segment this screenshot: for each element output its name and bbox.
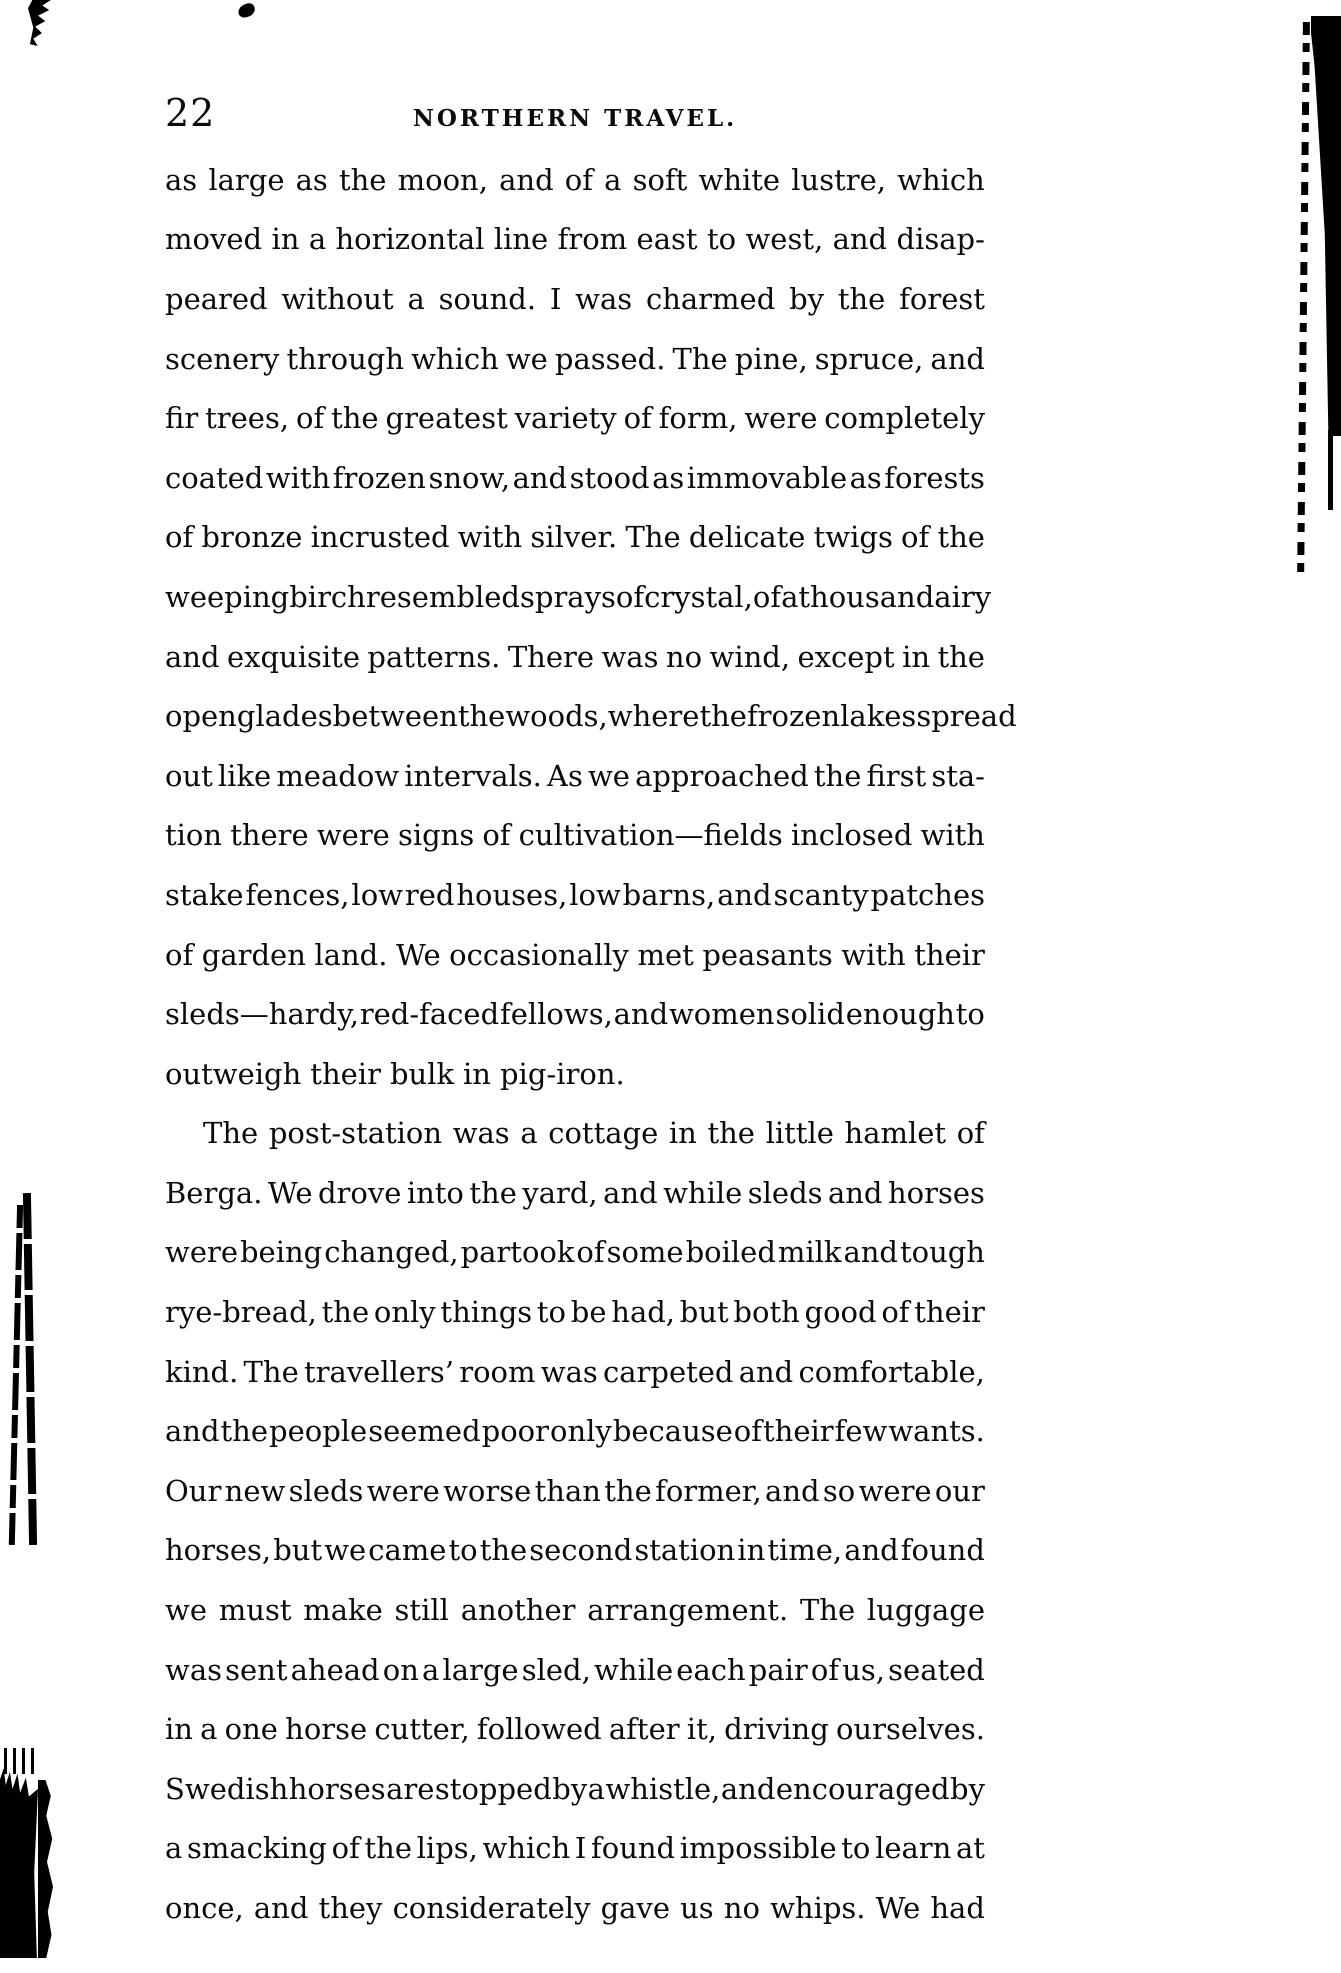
text-line: outweigh their bulk in pig-iron.: [165, 1056, 625, 1091]
text-line: and exquisite patterns. There was no wind, except in the: [165, 639, 985, 674]
running-header: NORTHERN TRAVEL.: [412, 105, 738, 132]
text-line: horses, but we came to the second station in time, and found: [165, 1533, 985, 1568]
scan-artifact-right-band: [1311, 16, 1341, 436]
text-line: of garden land. We occasionally met peasants with their: [165, 937, 985, 972]
text-line: moved in a horizontal line from east to west, and disap-: [165, 222, 985, 257]
page-number: 22: [165, 91, 216, 135]
text-line: Swedish horses are stopped by a whistle, and encouraged by: [165, 1771, 985, 1806]
text-line: peared without a sound. I was charmed by the forest: [165, 281, 985, 316]
text-line: coated with frozen snow, and stood as immovable as forests: [165, 460, 985, 495]
scan-artifact-top-blob: [236, 2, 256, 20]
text-line: kind. The travellers’ room was carpeted and comfortable,: [165, 1354, 985, 1389]
page-body: [165, 150, 1017, 1938]
text-line: fir trees, of the greatest variety of form, were completely: [165, 401, 985, 436]
text-line: of bronze incrusted with silver. The delicate twigs of the: [165, 520, 985, 555]
text-line: rye-bread, the only things to be had, but both good of their: [165, 1295, 985, 1330]
text-line: in a one horse cutter, followed after it, driving ourselves.: [165, 1712, 985, 1747]
scan-artifact-bottom-spikes: [4, 1748, 40, 1774]
text-line: and the people seemed poor only because of their few wants.: [165, 1414, 985, 1449]
text-line: Our new sleds were worse than the former, and so were our: [165, 1473, 985, 1508]
scan-artifact-left-line-a: [9, 1200, 23, 1545]
text-line: sleds—hardy, red-faced fellows, and women solid enough to: [165, 997, 985, 1032]
text-line: we must make still another arrangement. The luggage: [165, 1593, 985, 1628]
text-line: as large as the moon, and of a soft white lustre, which: [165, 162, 985, 197]
text-line: stake fences, low red houses, low barns, and scanty patches: [165, 877, 985, 912]
text-line: a smacking of the lips, which I found impossible to learn at: [165, 1831, 985, 1866]
text-line: was sent ahead on a large sled, while each pair of us, seated: [165, 1652, 985, 1687]
scan-artifact-bottom-main: [0, 1768, 38, 1958]
text-line: once, and they considerately gave us no whips. We had: [165, 1891, 985, 1926]
text-line: scenery through which we passed. The pine, spruce, and: [165, 341, 985, 376]
text-line: out like meadow intervals. As we approached the first sta-: [165, 758, 985, 793]
scan-artifact-top-left: [28, 0, 52, 46]
scan-artifact-left-line-b: [23, 1193, 37, 1545]
text-line: were being changed, partook of some boiled milk and tough: [165, 1235, 985, 1270]
text-line: open glades between the woods, where the frozen lakes spread: [165, 699, 1017, 734]
text-line: Berga. We drove into the yard, and while sleds and horses: [165, 1175, 985, 1210]
text-line: tion there were signs of cultivation—fields inclosed with: [165, 818, 985, 853]
text-line: The post-station was a cottage in the little hamlet of: [203, 1116, 985, 1151]
scan-artifact-right-tail: [1328, 430, 1333, 510]
scan-artifact-bottom-streak: [38, 1780, 53, 1958]
text-line: weeping birch resembled sprays of crystal, of a thousand airy: [165, 579, 992, 614]
scan-artifact-right-dashes: [1297, 22, 1310, 582]
